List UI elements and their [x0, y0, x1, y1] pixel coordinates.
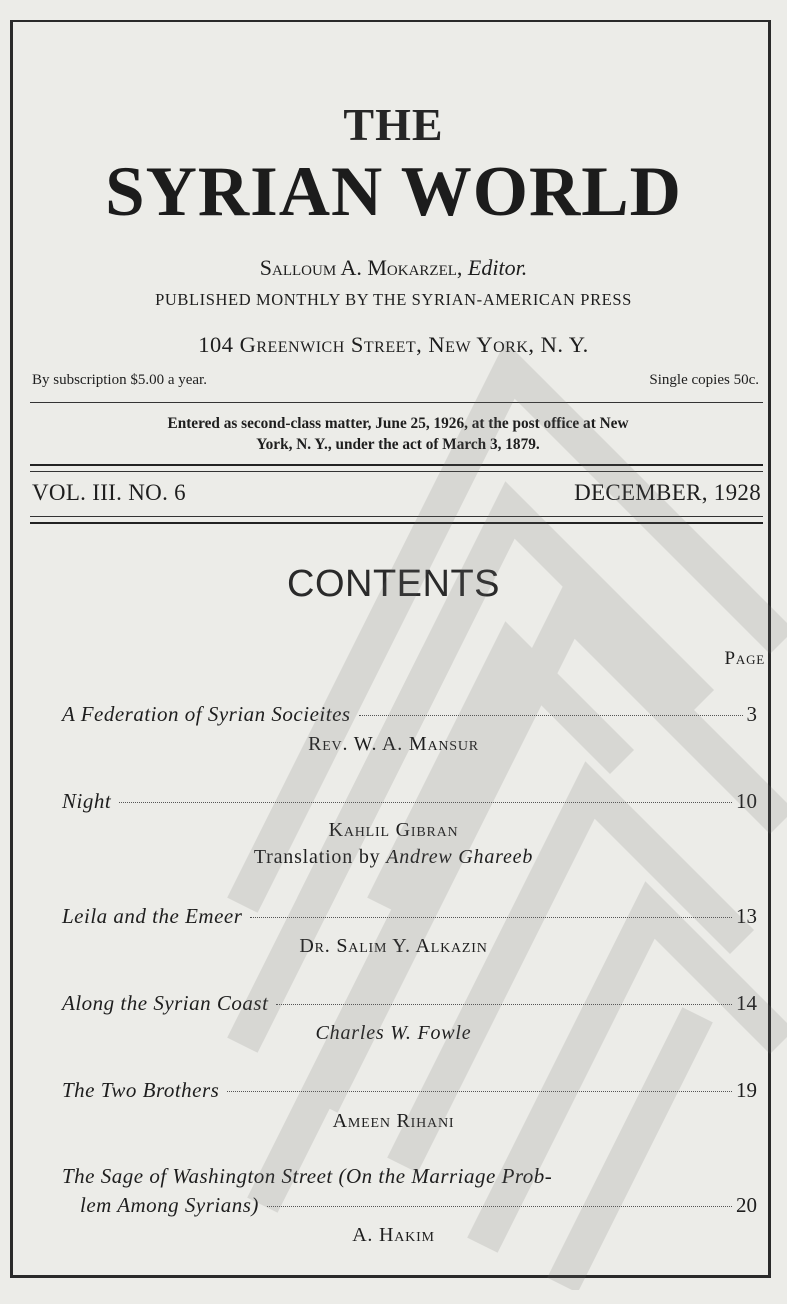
toc-title: The Two Brothers	[62, 1078, 220, 1102]
toc-entry	[62, 1078, 757, 1103]
toc-author: Kahlil Gibran	[328, 819, 459, 841]
toc-title-continued: lem Among Syrians)	[80, 1193, 259, 1217]
toc-title: Night	[62, 789, 112, 813]
toc-author: Charles W. Fowle	[315, 1022, 472, 1044]
dot-leader	[227, 1091, 732, 1092]
postal-notice	[34, 413, 762, 455]
dot-leader	[119, 802, 732, 803]
dot-leader	[250, 917, 732, 918]
page-column-label: Page	[724, 648, 765, 669]
postal-notice-line1: June 25, 1926, at the post office at New	[371, 415, 629, 432]
toc-author: Rev. W. A. Mansur	[308, 733, 479, 755]
toc-page-number: 20	[736, 1193, 757, 1217]
editor-name: Salloum A. Mokarzel,	[259, 255, 463, 280]
toc-page-number: 14	[736, 991, 757, 1015]
toc-translator: Andrew Ghareeb	[386, 846, 534, 868]
contents-heading: CONTENTS	[287, 563, 500, 605]
toc-page-number: 19	[736, 1078, 757, 1102]
masthead-title: SYRIAN WORLD	[105, 153, 682, 231]
dot-leader	[276, 1004, 732, 1005]
divider	[30, 471, 763, 472]
toc-author: A. Hakim	[352, 1224, 435, 1246]
toc-entry	[62, 1164, 757, 1189]
dot-leader	[267, 1206, 732, 1207]
postal-notice-line2: York, N. Y., under the act of March 3, 1879.	[256, 436, 540, 453]
divider	[30, 516, 763, 517]
toc-entry	[62, 789, 757, 814]
toc-entry	[62, 702, 757, 727]
toc-author: Ameen Rihani	[332, 1110, 455, 1132]
divider	[30, 464, 763, 466]
toc-title: Along the Syrian Coast	[62, 991, 269, 1015]
toc-title: Leila and the Emeer	[62, 904, 243, 928]
divider	[30, 402, 763, 403]
single-copy-price: Single copies 50c.	[649, 372, 759, 388]
divider	[30, 522, 763, 524]
volume-number: VOL. III. NO. 6	[32, 480, 186, 505]
toc-author: Dr. Salim Y. Alkazin	[299, 935, 488, 957]
editor-role: Editor.	[467, 255, 528, 280]
postal-notice-lead: Entered as second-class matter,	[167, 415, 372, 432]
toc-entry	[62, 904, 757, 929]
toc-page-number: 3	[746, 702, 757, 726]
issue-date: DECEMBER, 1928	[574, 480, 761, 505]
toc-title: A Federation of Syrian Socieites	[62, 702, 351, 726]
toc-title: The Sage of Washington Street (On the Marriage Prob-	[62, 1164, 553, 1188]
toc-page-number: 13	[736, 904, 757, 928]
toc-entry-continued	[80, 1193, 757, 1218]
toc-entry	[62, 991, 757, 1016]
address-line: 104 Greenwich Street, New York, N. Y.	[198, 332, 589, 357]
toc-page-number: 10	[736, 789, 757, 813]
editor-line	[0, 255, 787, 281]
subscription-price: By subscription $5.00 a year.	[32, 372, 207, 388]
masthead-the: THE	[343, 99, 444, 150]
toc-translation-credit	[0, 846, 787, 869]
publisher-line: PUBLISHED MONTHLY BY THE SYRIAN-AMERICAN PRESS	[155, 290, 632, 309]
dot-leader	[359, 715, 743, 716]
translation-prefix: Translation by	[253, 846, 387, 868]
